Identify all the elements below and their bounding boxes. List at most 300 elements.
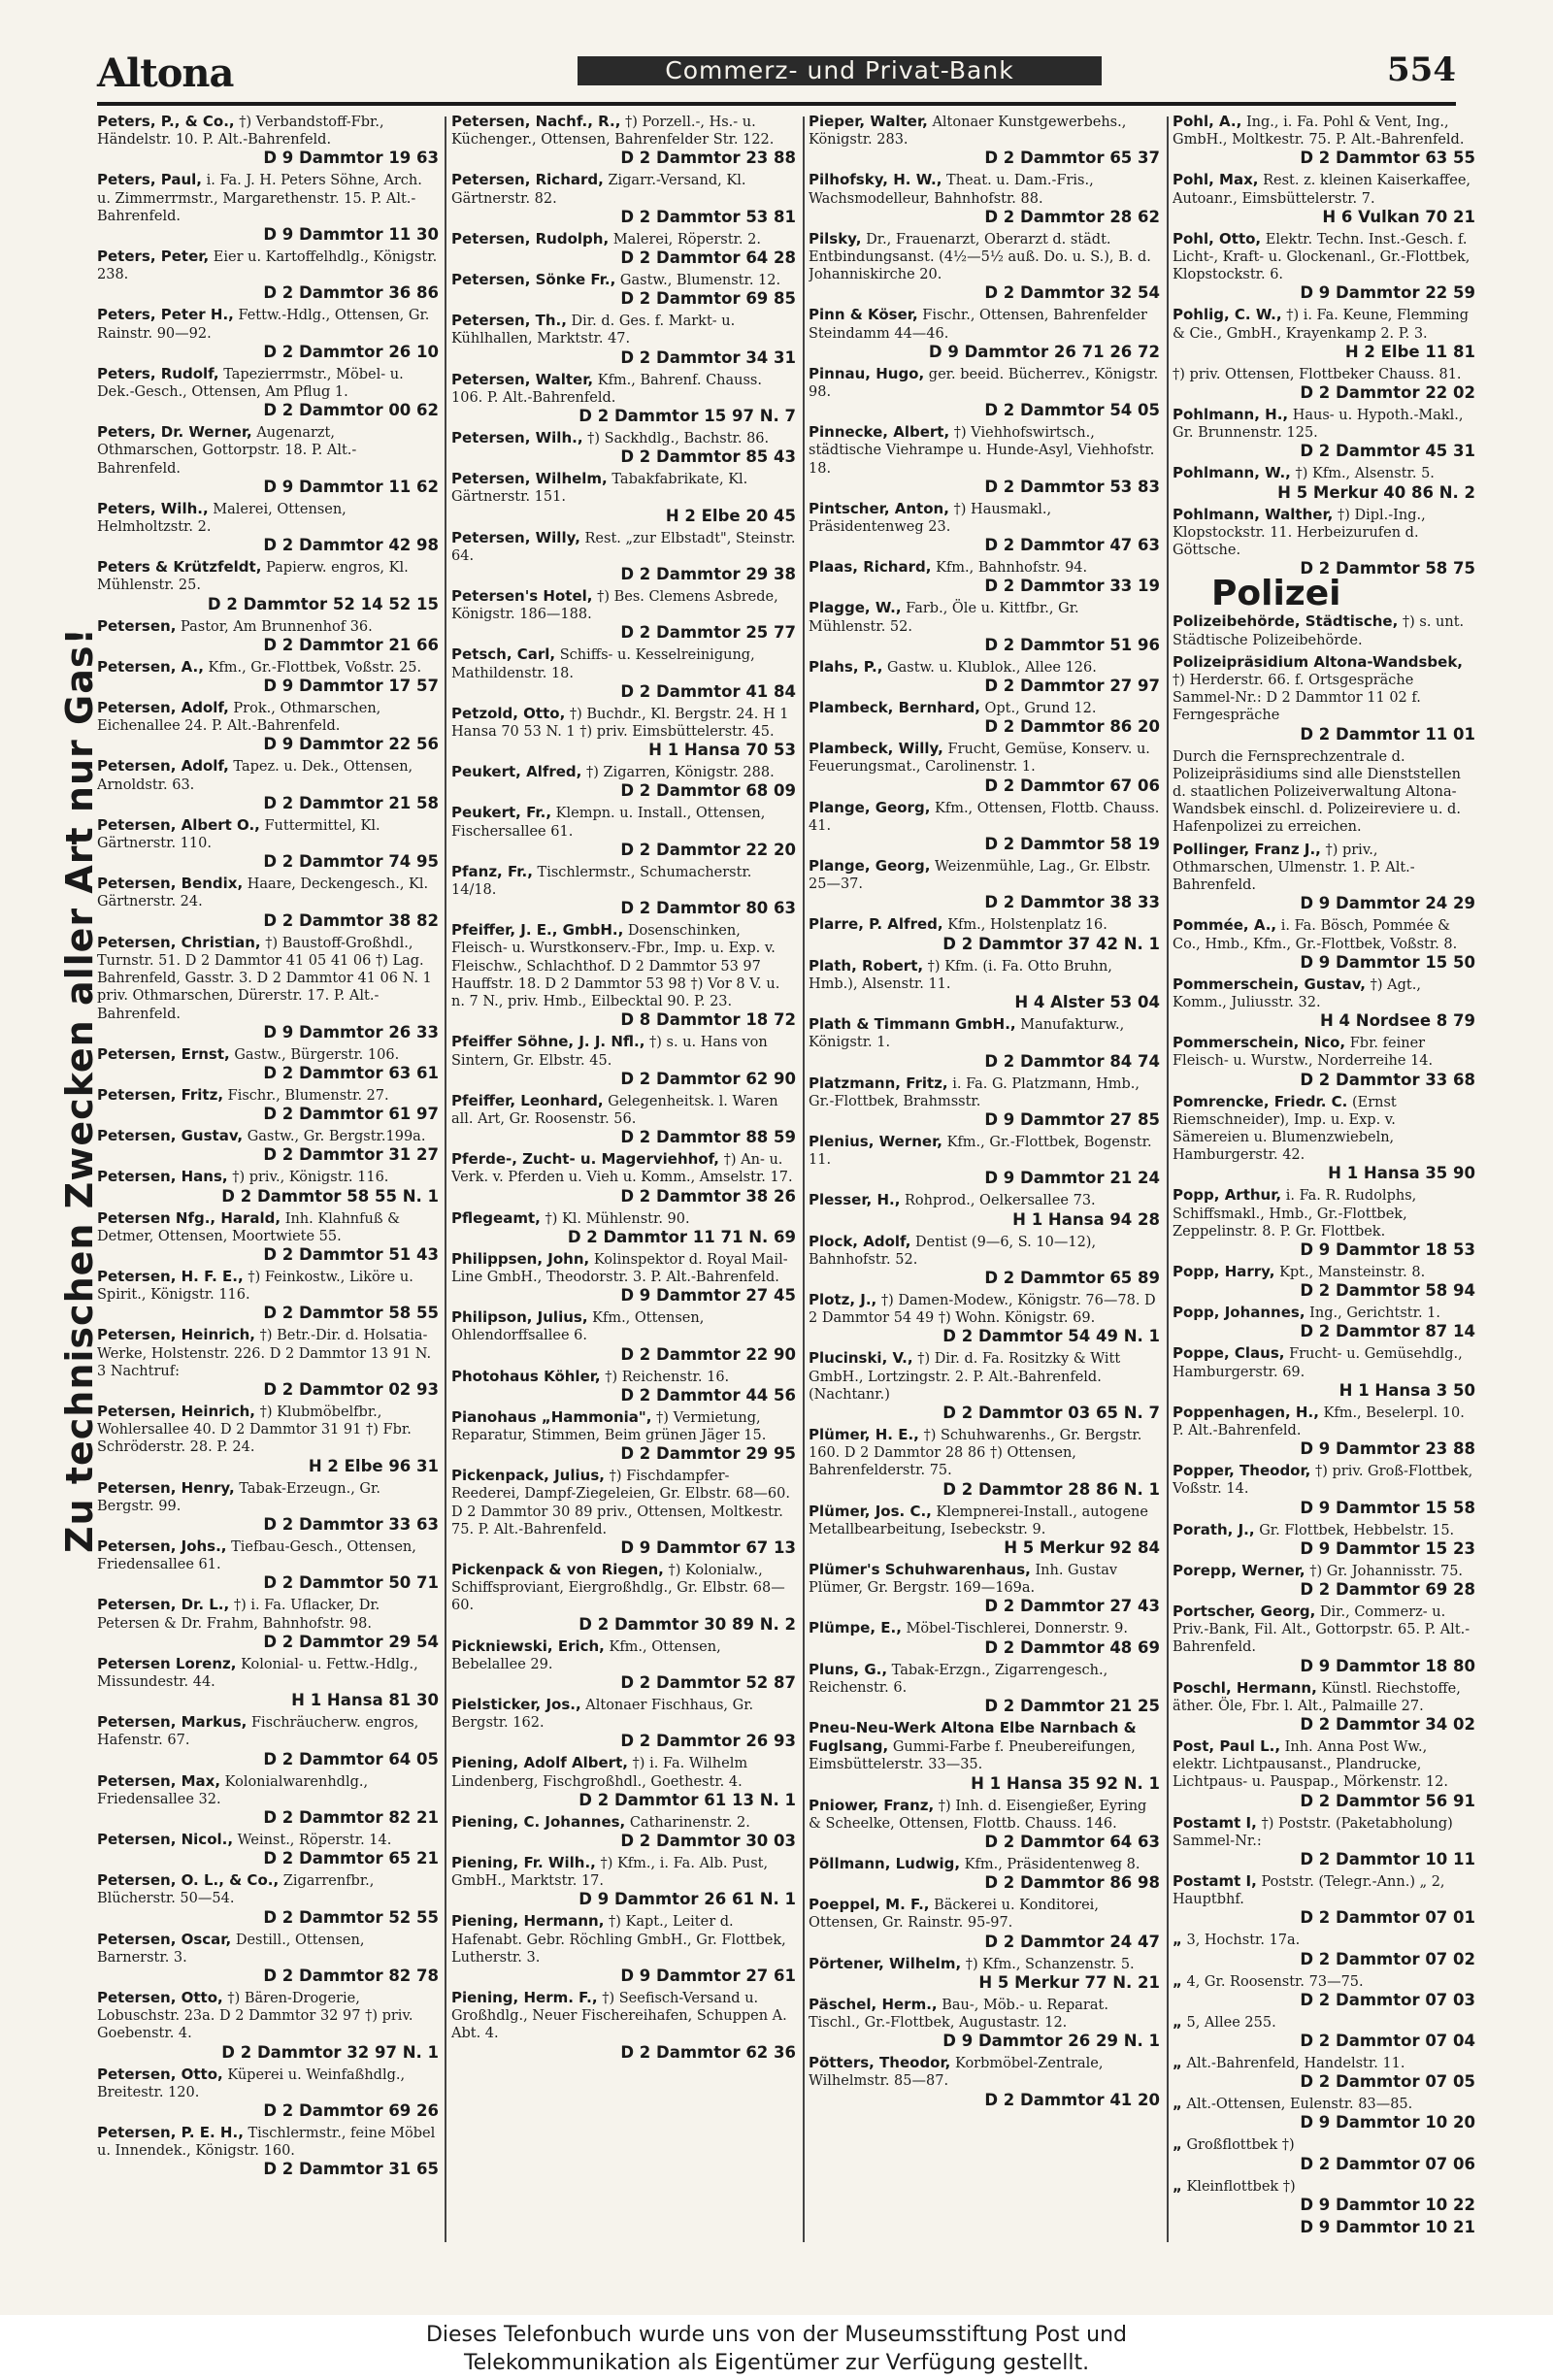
entry-name: Popp, Arthur, <box>1173 1186 1282 1205</box>
entry-phone: D 2 Dammtor 52 87 <box>620 1672 796 1692</box>
directory-entry <box>1173 1186 1475 1259</box>
directory-entry <box>809 1191 1160 1228</box>
entry-name: Pohl, Otto, <box>1173 229 1262 248</box>
entry-phone: D 2 Dammtor 62 90 <box>620 1069 796 1088</box>
entry-description: Zigarr.-Versand, Kl. Gärtnerstr. 82. <box>451 173 746 207</box>
entry-description: Gelegenheitsk. l. Waren all. Art, Gr. Roosenstr. 56. <box>451 1093 778 1127</box>
entry-name: Petersen, Th., <box>451 312 567 330</box>
entry-name: Pommerschein, Nico, <box>1173 1034 1346 1052</box>
footer-line-1: Dieses Telefonbuch wurde uns von der Museumsstiftung Post und <box>425 2323 1128 2347</box>
entry-phone: D 9 Dammtor 18 53 <box>1300 1240 1475 1259</box>
entry-name: Petersen, A., <box>97 657 204 676</box>
entry-name: Pintscher, Anton, <box>809 499 949 517</box>
entry-description: Weinst., Röperstr. 14. <box>237 1832 392 1848</box>
entry-name: Petersen, Henry, <box>97 1478 235 1497</box>
directory-entry <box>97 658 439 695</box>
entry-phone: D 2 Dammtor 11 01 <box>1300 724 1475 744</box>
directory-entry <box>809 1896 1160 1950</box>
directory-entry <box>1173 171 1475 225</box>
entry-description: Möbel-Tischlerei, Donnerstr. 9. <box>906 1621 1128 1637</box>
entry-description: Korbmöbel-Zentrale, Wilhelmstr. 85—87. <box>809 2056 1104 2090</box>
entry-description: 5, Allee 255. <box>1186 2014 1276 2031</box>
entry-phone: D 2 Dammtor 32 54 <box>984 283 1160 303</box>
directory-entry <box>1173 365 1475 402</box>
entry-description: Dir. d. Ges. f. Markt- u. Kühlhallen, Marktstr. 47. <box>451 314 736 347</box>
entry-description: †) Baustoff-Großhdl., Turnstr. 51. D 2 Dammtor 41 05 41 06 †) Lag. Bahrenfeld, Gasstr. 3. D 2 Dammtor 41 06 N. 1 priv. Othmarschen, Dürerstr. 17. P. Alt.-Bahrenfeld. <box>97 935 432 1022</box>
directory-entry <box>451 1561 796 1634</box>
entry-phone: D 2 Dammtor 56 91 <box>1300 1791 1475 1810</box>
entry-phone: D 2 Dammtor 58 19 <box>984 835 1160 854</box>
entry-description: Kfm., Bahnhofstr. 94. <box>936 560 1088 577</box>
entry-description: †) Reichenstr. 16. <box>605 1369 730 1385</box>
directory-entry <box>1173 2095 1475 2132</box>
entry-name: Plath & Timmann GmbH., <box>809 1015 1016 1034</box>
entry-name: Post, Paul L., <box>1173 1736 1281 1755</box>
directory-entry <box>451 429 796 466</box>
entry-name: Petersen, Otto, <box>97 1989 223 2006</box>
entry-name: Piening, C. Johannes, <box>451 1812 626 1831</box>
entry-phone: D 2 Dammtor 41 20 <box>984 2090 1160 2109</box>
directory-entry <box>809 306 1160 360</box>
directory-entry <box>1173 653 1475 744</box>
directory-columns <box>97 113 1475 2248</box>
entry-name: Pommée, A., <box>1173 916 1277 935</box>
entry-name: Petersen, Max, <box>97 1771 221 1790</box>
entry-description: †) Hausmakl., Präsidentenweg 23. <box>809 501 1052 536</box>
entry-description: Augenarzt, Othmarschen, Gottorpstr. 18. P. Alt.-Bahrenfeld. <box>97 425 357 477</box>
entry-phone: D 9 Dammtor 22 56 <box>263 735 439 754</box>
entry-description: †) Kfm., i. Fa. Alb. Pust, GmbH., Marktstr. 17. <box>451 1855 769 1890</box>
entry-phone: H 2 Elbe 11 81 <box>1344 342 1475 361</box>
entry-description: 4, Gr. Roosenstr. 73—75. <box>1186 1973 1364 1990</box>
entry-phone: D 2 Dammtor 24 47 <box>984 1932 1160 1951</box>
entry-name: Petersen, Ernst, <box>97 1044 230 1063</box>
entry-phone: H 1 Hansa 70 53 <box>648 741 796 760</box>
entry-phone: D 2 Dammtor 63 55 <box>1300 149 1475 168</box>
entry-description: †) Gr. Johannisstr. 75. <box>1309 1563 1464 1579</box>
entry-description: Ing., Gerichtstr. 1. <box>1309 1306 1441 1322</box>
directory-entry <box>97 1403 439 1475</box>
entry-phone: D 2 Dammtor 69 85 <box>620 289 796 309</box>
entry-phone: D 2 Dammtor 65 89 <box>984 1268 1160 1287</box>
entry-description: †) Verbandstoff-Fbr., Händelstr. 10. P. Alt.-Bahrenfeld. <box>97 115 384 149</box>
entry-description: Haus- u. Hypoth.-Makl., Gr. Brunnenstr. 125. <box>1173 408 1464 442</box>
entry-phone: D 2 Dammtor 63 61 <box>263 1063 439 1082</box>
directory-entry <box>97 306 439 360</box>
entry-name: Petersen's Hotel, <box>451 587 593 606</box>
entry-description: †) Buchdr., Kl. Bergstr. 24. H 1 Hansa 70 53 N. 1 †) priv. Eimsbüttelerstr. 45. <box>451 706 789 741</box>
directory-entry <box>809 799 1160 853</box>
directory-entry <box>1173 2177 1475 2214</box>
entry-phone: D 9 Dammtor 15 50 <box>1300 952 1475 972</box>
entry-phone: D 9 Dammtor 11 30 <box>263 225 439 245</box>
entry-phone: D 2 Dammtor 58 55 N. 1 <box>221 1186 439 1206</box>
entry-description: †) Kapt., Leiter d. Hafenabt. Gebr. Röchling GmbH., Gr. Flottbek, Lutherstr. 3. <box>451 1914 786 1966</box>
directory-entry <box>451 763 796 800</box>
entry-name: Pollinger, Franz J., <box>1173 840 1321 858</box>
entry-phone: D 2 Dammtor 80 63 <box>620 899 796 918</box>
directory-entry <box>97 875 439 929</box>
entry-phone: D 2 Dammtor 65 37 <box>984 149 1160 168</box>
entry-phone: D 2 Dammtor 51 96 <box>984 635 1160 654</box>
directory-entry <box>1173 1404 1475 1458</box>
directory-entry <box>97 934 439 1041</box>
entry-description: †) s. u. Hans von Sintern, Gr. Elbstr. 45. <box>451 1035 768 1069</box>
entry-name: Pielsticker, Jos., <box>451 1695 581 1713</box>
entry-phone: D 2 Dammtor 25 77 <box>620 623 796 643</box>
entry-name: Petersen, Wilh., <box>451 429 583 447</box>
entry-name: Peters, Dr. Werner, <box>97 423 252 442</box>
directory-entry <box>1173 747 1475 837</box>
entry-name: Peters, Paul, <box>97 171 202 189</box>
directory-entry <box>809 230 1160 303</box>
entry-description: Tabak-Erzgn., Zigarrengesch., Reichenstr. 6. <box>809 1662 1108 1696</box>
directory-entry <box>809 1797 1160 1851</box>
entry-phone: D 2 Dammtor 84 74 <box>984 1051 1160 1071</box>
entry-name: Plucinski, V., <box>809 1349 913 1368</box>
entry-description: ger. beeid. Bücherrev., Königstr. 98. <box>809 366 1159 401</box>
entry-phone: D 9 Dammtor 24 29 <box>1300 894 1475 913</box>
entry-phone: D 2 Dammtor 62 36 <box>620 2042 796 2062</box>
entry-description: Künstl. Riechstoffe, äther. Öle, Fbr. l. Alt., Palmaille 27. <box>1173 1680 1461 1714</box>
entry-description: Altonaer Kunstgewerbehs., Königstr. 283. <box>809 115 1127 149</box>
entry-name: Petersen, Adolf, <box>97 699 229 717</box>
directory-entry <box>809 1661 1160 1715</box>
entry-description: Bau-, Möb.- u. Reparat. Tischl., Gr.-Flottbek, Augustastr. 12. <box>809 1997 1108 2031</box>
directory-entry <box>809 1133 1160 1187</box>
entry-name: Petersen, Johs., <box>97 1537 227 1555</box>
entry-description: Catharinenstr. 2. <box>629 1814 750 1831</box>
entry-description: Fischr., Ottensen, Bahrenfelder Steindamm 44—46. <box>809 308 1147 342</box>
entry-phone: D 2 Dammtor 47 63 <box>984 536 1160 555</box>
directory-entry <box>809 658 1160 695</box>
directory-entry <box>97 816 439 871</box>
entry-name: Pneu-Neu-Werk Altona Elbe Narnbach & Fuglsang, <box>809 1718 1137 1756</box>
entry-name: Pomrencke, Friedr. C. <box>1173 1092 1348 1110</box>
entry-name: Pohlmann, Walther, <box>1173 505 1334 523</box>
entry-phone: H 2 Elbe 96 31 <box>308 1456 439 1475</box>
entry-name: Piening, Fr. Wilh., <box>451 1853 596 1871</box>
directory-entry <box>451 1989 796 2062</box>
entry-description: Kleinflottbek †) <box>1186 2178 1296 2195</box>
directory-entry <box>809 740 1160 794</box>
entry-name: Pickenpack, Julius, <box>451 1467 605 1485</box>
directory-entry <box>809 1233 1160 1287</box>
entry-description: †) Porzell.-, Hs.- u. Küchenger., Ottensen, Bahrenfelder Str. 122. <box>451 115 775 149</box>
entry-name: Plümpe, E., <box>809 1619 902 1637</box>
entry-phone: D 2 Dammtor 28 86 N. 1 <box>942 1479 1160 1499</box>
entry-phone: D 2 Dammtor 41 84 <box>620 681 796 701</box>
entry-phone: D 2 Dammtor 07 03 <box>1300 1990 1475 2009</box>
entry-name: Petersen Lorenz, <box>97 1654 237 1672</box>
entry-name: Popper, Theodor, <box>1173 1462 1311 1480</box>
entry-description: Opt., Grund 12. <box>984 701 1097 717</box>
entry-name: Poppenhagen, H., <box>1173 1403 1319 1421</box>
entry-phone: D 2 Dammtor 27 43 <box>984 1597 1160 1616</box>
entry-name: „ <box>1173 1971 1182 1990</box>
page-number: 554 <box>1387 50 1456 89</box>
entry-description: Manufakturw., Königstr. 1. <box>809 1017 1125 1051</box>
directory-entry <box>97 1713 439 1768</box>
entry-name: Platzmann, Fritz, <box>809 1074 948 1092</box>
entry-name: Poschl, Hermann, <box>1173 1678 1317 1697</box>
directory-entry <box>97 1989 439 2062</box>
entry-name: „ <box>1173 2176 1182 2195</box>
entry-phone: D 2 Dammtor 61 97 <box>263 1105 439 1124</box>
directory-entry <box>451 312 796 366</box>
entry-description: †) i. Fa. Keune, Flemming & Cie., GmbH., Krayenkamp 2. P. 3. <box>1173 308 1470 342</box>
entry-name: Petersen, P. E. H., <box>97 2124 244 2142</box>
entry-name: Plange, Georg, <box>809 798 931 816</box>
entry-phone: D 2 Dammtor 45 31 <box>1300 442 1475 461</box>
footer-note <box>0 2315 1553 2380</box>
entry-phone: D 2 Dammtor 30 89 N. 2 <box>578 1614 796 1634</box>
entry-phone: D 2 Dammtor 82 21 <box>263 1807 439 1827</box>
entry-description: Kfm., Ottensen, Ohlendorffsallee 6. <box>451 1310 705 1344</box>
entry-phone: H 4 Alster 53 04 <box>1014 993 1160 1012</box>
directory-entry <box>809 423 1160 496</box>
city-title: Altona <box>97 50 234 96</box>
entry-name: Pickniewski, Erich, <box>451 1636 605 1655</box>
directory-entry <box>1173 2013 1475 2050</box>
entry-name: „ <box>1173 1931 1182 1949</box>
entry-description: Tischlermstr., feine Möbel u. Innendek., Königstr. 160. <box>97 2126 436 2160</box>
entry-phone: D 2 Dammtor 58 55 <box>263 1304 439 1323</box>
entry-name: Peters & Krützfeldt, <box>97 558 262 577</box>
directory-entry <box>451 371 796 425</box>
entry-description: Gastw., Gr. Bergstr.199a. <box>247 1129 426 1145</box>
entry-description: Gr. Flottbek, Hebbelstr. 15. <box>1259 1522 1455 1538</box>
directory-entry <box>809 558 1160 595</box>
entry-phone: D 2 Dammtor 58 94 <box>1300 1281 1475 1301</box>
entry-name: Pinnau, Hugo, <box>809 364 925 382</box>
directory-entry <box>1173 916 1475 971</box>
header-rule <box>97 102 1456 106</box>
entry-description: Tapezierrmstr., Möbel- u. Dek.-Gesch., Ottensen, Am Pflug 1. <box>97 366 404 401</box>
entry-name: Petersen, H. F. E., <box>97 1267 244 1285</box>
entry-phone: D 2 Dammtor 27 97 <box>984 677 1160 696</box>
entry-description: †) priv., Königstr. 116. <box>232 1170 389 1186</box>
entry-phone: D 8 Dammtor 18 72 <box>620 1010 796 1030</box>
entry-description: Dr., Frauenarzt, Oberarzt d. städt. Entbindungsanst. (4½—5½ auß. Do. u. S.), B. d. Johanniskirche 20. <box>809 231 1151 283</box>
entry-phone: D 2 Dammtor 50 71 <box>263 1573 439 1593</box>
entry-description: †) s. unt. Städtische Polizeibehörde. <box>1173 614 1465 648</box>
entry-name: Piening, Herm. F., <box>451 1989 598 2006</box>
entry-phone: D 9 Dammtor 26 29 N. 1 <box>942 2032 1160 2051</box>
entry-phone: D 2 Dammtor 38 33 <box>984 893 1160 912</box>
entry-name: Plagge, W., <box>809 599 902 617</box>
entry-description: Klempn. u. Install., Ottensen, Fischersallee 61. <box>451 806 766 840</box>
directory-entry <box>1173 464 1475 501</box>
entry-name: Petersen, Dr. L., <box>97 1596 230 1614</box>
entry-phone: D 2 Dammtor 64 28 <box>620 248 796 268</box>
entry-name: Peters, Wilh., <box>97 499 209 517</box>
directory-entry <box>97 1831 439 1868</box>
entry-description: Malerei, Ottensen, Helmholtzstr. 2. <box>97 501 347 536</box>
directory-entry <box>451 1408 796 1463</box>
entry-phone: D 2 Dammtor 51 43 <box>263 1244 439 1264</box>
entry-name: Plümer, H. E., <box>809 1425 919 1443</box>
directory-entry <box>97 617 439 654</box>
entry-phone: D 9 Dammtor 26 33 <box>263 1022 439 1041</box>
entry-name: Plange, Georg, <box>809 857 931 876</box>
entry-description: Kfm., Bahrenf. Chauss. 106. P. Alt.-Bahrenfeld. <box>451 372 762 406</box>
entry-description: Tischlermstr., Schumacherstr. 14/18. <box>451 864 752 899</box>
directory-entry <box>809 1619 1160 1656</box>
entry-name: Peukert, Alfred, <box>451 763 582 781</box>
entry-name: Philippsen, John, <box>451 1249 590 1268</box>
entry-description: Malerei, Röperstr. 2. <box>612 231 761 248</box>
entry-description: Pastor, Am Brunnenhof 36. <box>181 618 373 635</box>
entry-name: Plath, Robert, <box>809 956 924 975</box>
entry-name: „ <box>1173 2135 1182 2154</box>
entry-phone: D 9 Dammtor 21 24 <box>984 1169 1160 1188</box>
directory-entry <box>97 500 439 554</box>
entry-name: Plambeck, Bernhard, <box>809 699 980 717</box>
directory-entry <box>97 1268 439 1322</box>
entry-description: †) Bes. Clemens Asbrede, Königstr. 186—188. <box>451 589 778 623</box>
directory-entry <box>809 857 1160 911</box>
entry-phone: D 2 Dammtor 22 02 <box>1300 383 1475 403</box>
entry-phone: D 2 Dammtor 33 68 <box>1300 1070 1475 1089</box>
directory-entry <box>1173 1263 1475 1300</box>
entry-name: Piening, Adolf Albert, <box>451 1754 628 1772</box>
directory-entry <box>809 1349 1160 1422</box>
directory-entry <box>809 1855 1160 1892</box>
entry-phone: D 9 Dammtor 26 61 N. 1 <box>578 1890 796 1909</box>
entry-description: Dentist (9—6, S. 10—12), Bahnhofstr. 52. <box>809 1234 1097 1268</box>
entry-name: Plahs, P., <box>809 657 883 676</box>
entry-name: Petersen, Albert O., <box>97 815 260 834</box>
entry-phone: D 2 Dammtor 37 42 N. 1 <box>942 934 1160 953</box>
entry-name: Popp, Harry, <box>1173 1262 1275 1280</box>
entry-description: Kpt., Mansteinstr. 8. <box>1279 1264 1426 1280</box>
directory-entry <box>97 365 439 419</box>
entry-description: Kfm., Gr.-Flottbek, Bogenstr. 11. <box>809 1134 1152 1169</box>
entry-phone: D 9 Dammtor 10 22 <box>1300 2195 1475 2214</box>
entry-description: Prok., Othmarschen, Eichenallee 24. P. Alt.-Bahrenfeld. <box>97 701 381 735</box>
entry-name: Petersen, Oscar, <box>97 1930 232 1948</box>
directory-entry <box>97 1596 439 1650</box>
directory-entry <box>809 365 1160 419</box>
entry-phone: H 6 Vulkan 70 21 <box>1322 207 1475 226</box>
entry-description: Frucht- u. Gemüsehdlg., Hamburgerstr. 69. <box>1173 1346 1463 1380</box>
entry-description: Kolonialwarenhdlg., Friedensallee 32. <box>97 1773 369 1807</box>
entry-description: †) Kfm. (i. Fa. Otto Bruhn, Hmb.), Alsenstr. 11. <box>809 958 1112 992</box>
entry-description: Klempnerei-Install., autogene Metallbearbeitung, Isebeckstr. 9. <box>809 1504 1148 1537</box>
entry-phone: D 9 Dammtor 10 20 <box>1300 2113 1475 2132</box>
entry-description: †) Betr.-Dir. d. Holsatia-Werke, Holstenstr. 226. D 2 Dammtor 13 91 N. 3 Nachtruf: <box>97 1328 432 1379</box>
entry-description: †) Dipl.-Ing., Klopstockstr. 11. Herbeizurufen d. Göttsche. <box>1173 507 1426 559</box>
directory-entry <box>809 1291 1160 1345</box>
directory-entry <box>1173 1814 1475 1868</box>
entry-name: Pöllmann, Ludwig, <box>809 1854 961 1872</box>
entry-name: Pfeiffer, Leonhard, <box>451 1091 604 1109</box>
directory-entry <box>451 1637 796 1692</box>
directory-entry <box>1173 2135 1475 2172</box>
directory-entry <box>97 171 439 244</box>
directory-entry <box>451 1368 796 1405</box>
directory-entry <box>97 423 439 496</box>
directory-entry <box>451 470 796 524</box>
entry-description: Tabakfabrikate, Kl. Gärtnerstr. 151. <box>451 472 748 506</box>
directory-entry <box>809 1015 1160 1070</box>
entry-phone: H 5 Merkur 92 84 <box>1004 1537 1160 1557</box>
entry-phone: D 9 Dammtor 19 63 <box>263 149 439 168</box>
footer-line-2: Telekommunikation als Eigentümer zur Verfügung gestellt. <box>463 2351 1090 2375</box>
entry-description: Theat. u. Dam.-Fris., Wachsmodelleur, Bahnhofstr. 88. <box>809 173 1094 207</box>
polizei-entries <box>1173 612 1475 2235</box>
entry-name: „ <box>1173 2054 1182 2072</box>
entry-name: Petzold, Otto, <box>451 704 566 722</box>
entry-phone: D 2 Dammtor 65 21 <box>263 1849 439 1868</box>
entry-phone: D 2 Dammtor 23 88 <box>620 149 796 168</box>
entry-description: †) Fischdampfer-Reederei, Dampf-Ziegeleien, Gr. Elbstr. 68—60. D 2 Dammtor 30 89 priv., Ottensen, Moltkestr. 75. P. Alt.-Bahrenfeld. <box>451 1469 790 1537</box>
entry-description: Farb., Öle u. Kittfbr., Gr. Mühlenstr. 52. <box>809 601 1079 635</box>
entry-description: Tiefbau-Gesch., Ottensen, Friedensallee 61. <box>97 1538 416 1573</box>
entry-phone: D 9 Dammtor 27 45 <box>620 1286 796 1306</box>
entry-phone: D 2 Dammtor 38 26 <box>620 1186 796 1206</box>
entry-name: Pniower, Franz, <box>809 1796 935 1814</box>
directory-entry <box>451 529 796 583</box>
entry-name: Pörtener, Wilhelm, <box>809 1954 962 1972</box>
directory-entry <box>97 757 439 811</box>
entry-name: Pfanz, Fr., <box>451 862 533 880</box>
entry-description: Poststr. (Telegr.-Ann.) „ 2, Hauptbhf. <box>1173 1874 1445 1908</box>
entry-description: Kfm., Präsidentenweg 8. <box>964 1856 1140 1872</box>
entry-description: †) priv. Groß-Flottbek, Voßstr. 14. <box>1173 1464 1473 1498</box>
entry-name: Pickenpack & von Riegen, <box>451 1560 664 1578</box>
directory-entry <box>1173 1972 1475 2009</box>
entry-phone: D 2 Dammtor 58 75 <box>1300 559 1475 578</box>
entry-phone: D 2 Dammtor 15 97 N. 7 <box>578 407 796 426</box>
entry-name: Petersen, Rudolph, <box>451 229 610 248</box>
entry-description: Futtermittel, Kl. Gärtnerstr. 110. <box>97 817 380 852</box>
entry-name: Petersen, <box>97 616 177 635</box>
directory-entry <box>809 599 1160 653</box>
directory-entry <box>451 1092 796 1146</box>
entry-name: Plambeck, Willy, <box>809 740 943 758</box>
entry-phone: D 2 Dammtor 21 66 <box>263 635 439 654</box>
entry-description: Kfm., Ottensen, Flottb. Chauss. 41. <box>809 800 1160 834</box>
directory-entry <box>451 1912 796 1985</box>
entry-phone: D 2 Dammtor 10 11 <box>1300 1850 1475 1868</box>
entry-name: Petersen, Christian, <box>97 933 261 951</box>
entry-phone: D 9 Dammtor 26 71 26 72 <box>928 342 1160 361</box>
entry-description: Rohprod., Oelkersallee 73. <box>905 1193 1096 1209</box>
directory-entry <box>809 1561 1160 1615</box>
entry-phone: H 1 Hansa 81 30 <box>291 1691 439 1710</box>
directory-entry <box>1173 1344 1475 1399</box>
entry-description: Rest. „zur Elbstadt", Steinstr. 64. <box>451 530 796 564</box>
directory-entry <box>451 1250 796 1305</box>
entry-name: Pinn & Köser, <box>809 306 918 324</box>
entry-name: Porepp, Werner, <box>1173 1561 1305 1579</box>
column-4 <box>1173 113 1475 2240</box>
entry-description: Rest. z. kleinen Kaiserkaffee, Autoanr., Eimsbüttelerstr. 7. <box>1173 173 1471 207</box>
entry-name: Plümer's Schuhwarenhaus, <box>809 1560 1031 1578</box>
directory-entry <box>1173 1462 1475 1516</box>
entry-name: Petersen, Markus, <box>97 1713 248 1732</box>
entry-name: Pinnecke, Albert, <box>809 423 950 442</box>
directory-entry <box>451 863 796 917</box>
entry-phone: D 2 Dammtor 86 98 <box>984 1873 1160 1893</box>
entry-description: Fbr. feiner Fleisch- u. Wurstw., Norderreihe 14. <box>1173 1036 1434 1070</box>
entry-name: Petersen Nfg., Harald, <box>97 1208 281 1227</box>
entry-phone: H 4 Nordsee 8 79 <box>1319 1011 1475 1031</box>
entry-description: Altonaer Fischhaus, Gr. Bergstr. 162. <box>451 1697 754 1732</box>
entry-phone: D 2 Dammtor 26 93 <box>620 1732 796 1751</box>
